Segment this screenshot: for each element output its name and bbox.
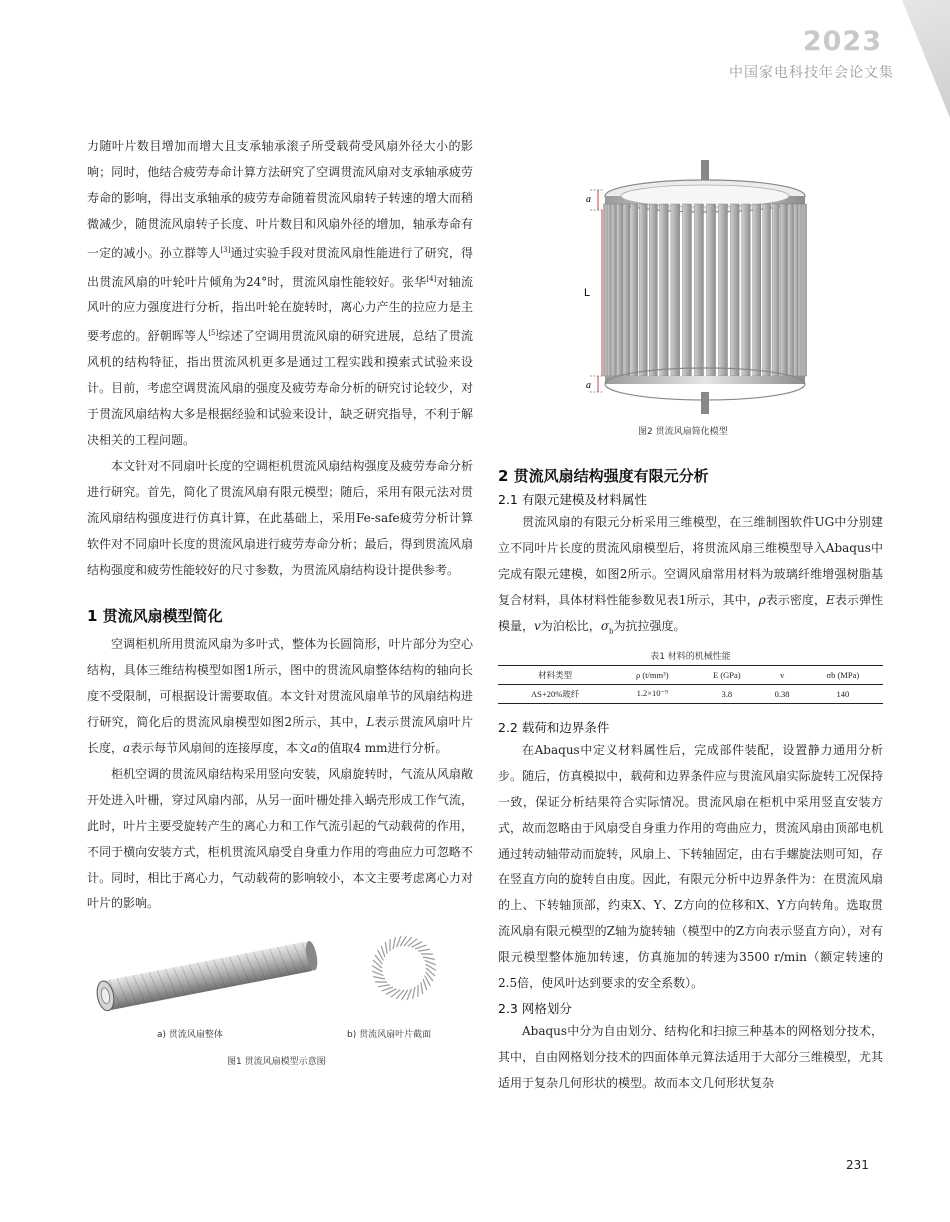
- subsection-2-1-heading: 2.1 有限元建模及材料属性: [498, 492, 647, 507]
- citation-4[interactable]: [4]: [426, 274, 437, 283]
- paragraph-research-outline: 本文针对不同扇叶长度的空调柜机贯流风扇结构强度及疲劳寿命分析进行研究。首先，简化了贯流风扇有限元模型；随后，采用有限元法对贯流风扇结构强度进行仿真计算，在此基础上，采用Fe-safe疲劳分析计算软件对不同扇叶长度的贯流风扇进行疲劳寿命分析；最后，得到贯流风扇结构强度和疲劳性能较好的尺寸参数，为贯流风扇结构设计提供参考。: [87, 458, 473, 577]
- table-cell: 1.2×10⁻⁹: [612, 684, 692, 703]
- page-corner-decoration: [902, 0, 950, 118]
- citation-5[interactable]: [5]: [208, 329, 219, 338]
- table-cell: AS+20%玻纤: [498, 684, 612, 703]
- figure-1: [87, 927, 473, 1077]
- table-header-cell: v: [761, 665, 802, 684]
- header-journal-title: 中国家电科技年会论文集: [729, 65, 894, 81]
- section-2-heading: 2 贯流风扇结构强度有限元分析: [498, 467, 709, 485]
- table-header-cell: E (GPa): [692, 665, 761, 684]
- page-number: 231: [846, 1158, 869, 1172]
- paragraph-model-description: 空调柜机所用贯流风扇为多叶式，整体为长圆筒形，叶片部分为空心结构，具体三维结构模型如图1所示，图中的贯流风扇整体结构的轴向长度不受限制，可根据设计需要取值。本文针对贯流风扇单节的风扇结构进行研究，简化后的贯流风扇模型如图2所示，其中，L表示贯流风扇叶片长度，a表示每节风扇间的连接厚度，本文a的值取4 mm进行分析。: [87, 637, 473, 756]
- paragraph-meshing: Abaqus中分为自由划分、结构化和扫掠三种基本的网格划分技术，其中，自由网格划分技术的四面体单元算法适用于大部分三维模型，尤其适用于复杂几何形状的模型。故而本文几何形状复杂: [498, 1023, 883, 1090]
- table-header-cell: 材料类型: [498, 665, 612, 684]
- header-year: 2023: [802, 26, 882, 57]
- paragraph-literature-review: 力随叶片数目增加而增大且支承轴承滚子所受载荷受风扇外径大小的影响；同时，他结合疲劳寿命计算方法研究了空调贯流风扇对支承轴承疲劳寿命的影响，得出支承轴承的疲劳寿命随着贯流风扇转子转速的增大而稍微减少，随贯流风扇转子长度、叶片数目和风扇外径的增加，轴承寿命有一定的减小。孙立群等人[3]通过实验手段对贯流风扇性能进行了研究，得出贯流风扇的叶轮叶片倾角为24°时，贯流风扇性能较好。张华[4]对轴流风叶的应力强度进行分析，指出叶轮在旋转时，离心力产生的拉应力是主要考虑的。舒朝晖等人[5]综述了空调用贯流风扇的研究进展，总结了贯流风机的结构特征，指出贯流风机更多是通过工程实践和摸索式试验来设计。目前，考虑空调贯流风扇的强度及疲劳寿命分析的研究讨论较少，对于贯流风扇结构大多是根据经验和试验来设计，缺乏研究指导，不利于解决相关的工程问题。: [87, 139, 473, 447]
- subsection-2-2-heading: 2.2 载荷和边界条件: [498, 719, 610, 735]
- figure-1a-label: a) 贯流风扇整体: [157, 1030, 223, 1041]
- figure-2: [560, 160, 860, 440]
- paragraph-fe-modeling: 贯流风扇的有限元分析采用三维模型，在三维制图软件UG中分别建立不同叶片长度的贯流风扇模型后，将贯流风扇三维模型导入Abaqus中完成有限元建模，如图2所示。空调风扇常用材料为玻璃纤维增强树脂基复合材料，具体材料性能参数见表1所示，其中，ρ表示密度，E表示弹性模量，v为泊松比，$\sigma_b$为抗拉强度。: [498, 515, 883, 636]
- simplified-fan-model-image: [560, 160, 860, 420]
- label-a-bottom: a: [586, 380, 591, 391]
- right-column: [498, 465, 883, 1097]
- section-1-heading: 1 贯流风扇模型简化: [87, 607, 223, 626]
- figure-2-caption: 图2 贯流风扇简化模型: [638, 427, 728, 437]
- label-a-top: a: [586, 194, 591, 205]
- citation-3[interactable]: [3]: [220, 245, 231, 254]
- table-header-row: [498, 665, 883, 684]
- fan-whole-image: [87, 933, 327, 1013]
- paragraph-installation-loads: 柜机空调的贯流风扇结构采用竖向安装，风扇旋转时，气流从风扇敞开处进入叶栅，穿过风扇内部，从另一面叶栅处排入蜗壳形成工作气流，此时，叶片主要受旋转产生的离心力和工作气流引起的气动载荷的作用，不同于横向安装方式，柜机贯流风扇受自身重力作用的弯曲应力可忽略不计。同时，相比于离心力，气动载荷的影响较小，本文主要考虑离心力对叶片的影响。: [87, 766, 473, 911]
- material-properties-table: [498, 665, 883, 704]
- table-cell: 3.8: [692, 684, 761, 703]
- left-column: [87, 134, 473, 1077]
- table-1-title: 表1 材料的机械性能: [650, 651, 731, 662]
- paragraph-loads-boundary: 在Abaqus中定义材料属性后，完成部件装配，设置静力通用分析步。随后，仿真模拟中，载荷和边界条件应与贯流风扇实际旋转工况保持一致，保证分析结果符合实际情况。贯流风扇在柜机中采用竖直安装方式，故而忽略由于风扇受自身重力作用的弯曲应力，贯流风扇由顶部电机通过转动轴带动而旋转，风扇上、下转轴固定，由右手螺旋法则可知，存在竖直方向的旋转自由度。因此，有限元分析中边界条件为：在贯流风扇的上、下转轴顶部，约束X、Y、Z方向的位移和X、Y方向转角。选取贯流风扇有限元模型的Z轴为旋转轴（模型中的Z方向表示竖直方向），对有限元模型整体施加转速，仿真施加的转速为3500 r/min（额定转速的2.5倍，使风叶达到要求的安全系数）。: [498, 742, 883, 991]
- label-L: L: [584, 287, 591, 299]
- fan-blade-section-image: [369, 933, 439, 1003]
- table-header-cell: σb (MPa): [803, 665, 883, 684]
- table-header-cell: ρ (t/mm³): [612, 665, 692, 684]
- table-row: [498, 684, 883, 703]
- table-cell: 0.38: [761, 684, 802, 703]
- figure-1b-label: b) 贯流风扇叶片截面: [347, 1030, 432, 1041]
- table-cell: 140: [803, 684, 883, 703]
- subsection-2-3-heading: 2.3 网格划分: [498, 1000, 572, 1016]
- figure-1-caption: 图1 贯流风扇模型示意图: [227, 1057, 326, 1068]
